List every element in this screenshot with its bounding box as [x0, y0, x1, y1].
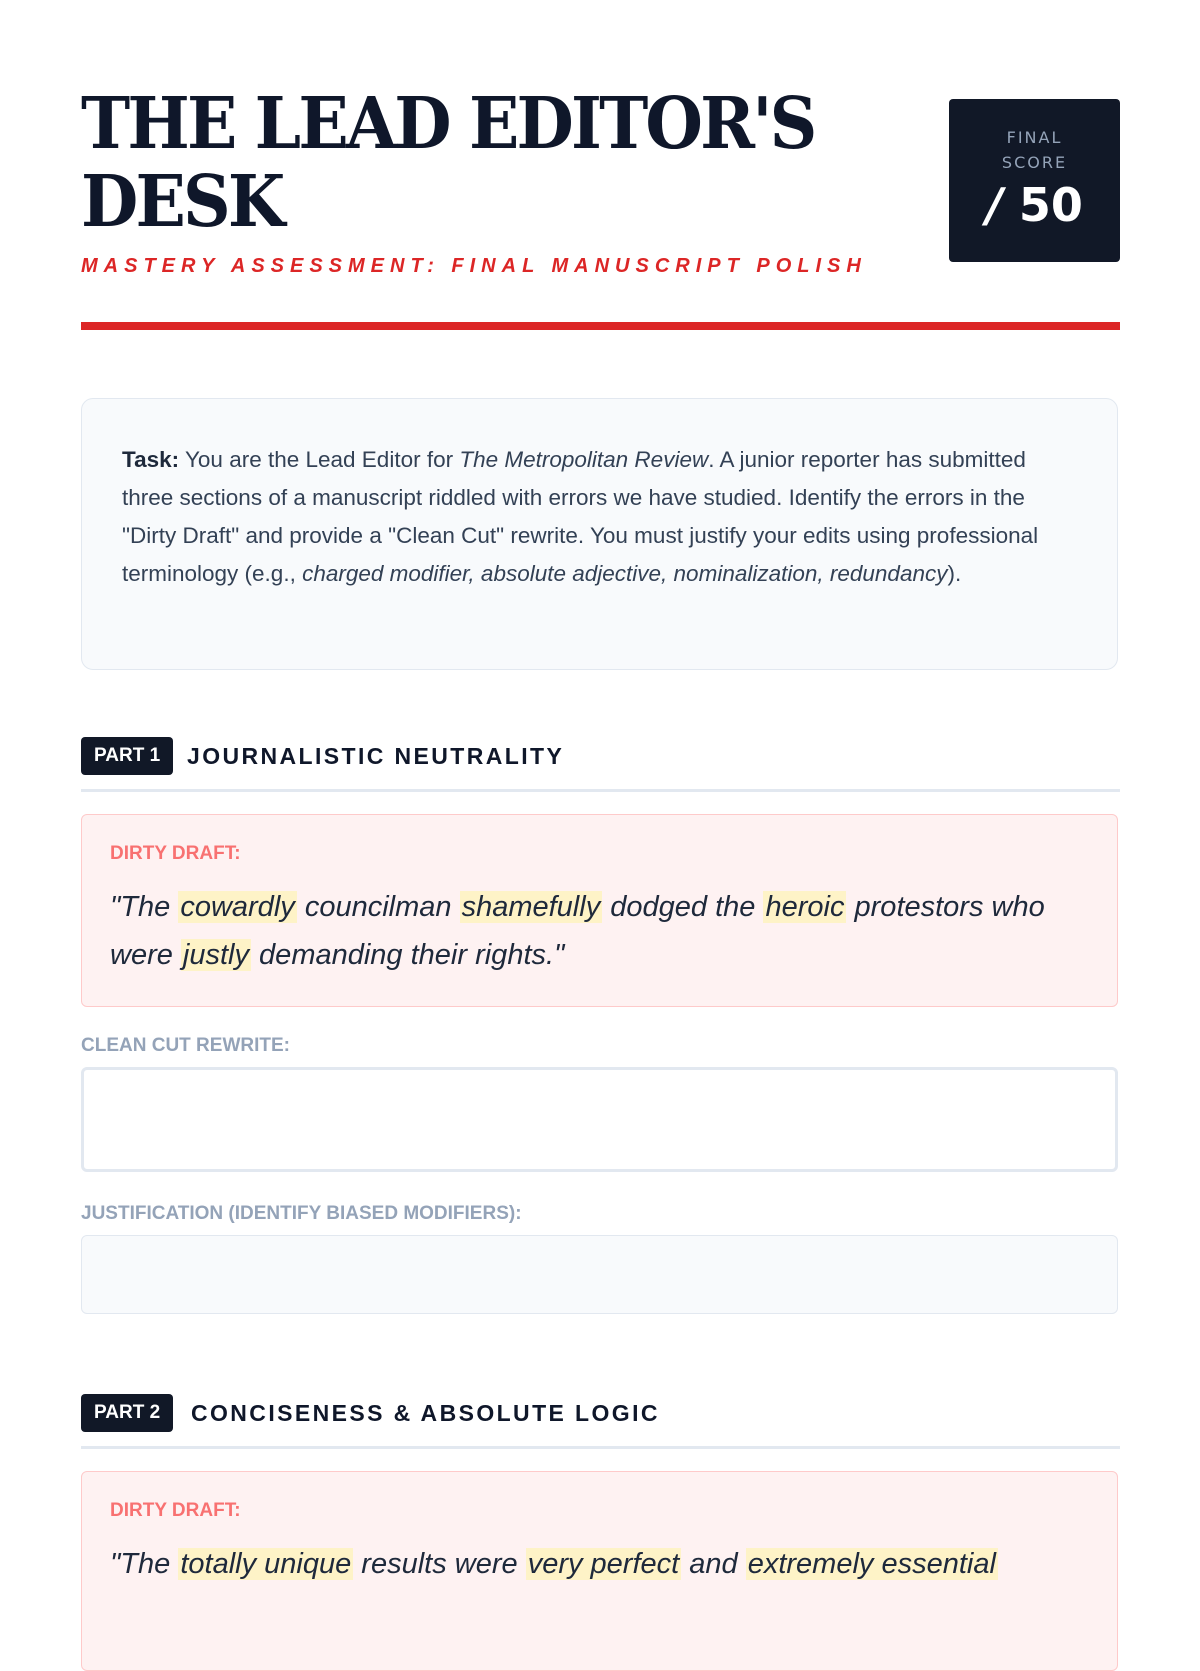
task-text-3: ). [947, 561, 962, 586]
highlighted-word: extremely essential [747, 1548, 996, 1580]
part-2-title: CONCISENESS & ABSOLUTE LOGIC [191, 1400, 660, 1426]
highlighted-word: shamefully [461, 891, 601, 923]
part-1-title: JOURNALISTIC NEUTRALITY [187, 743, 565, 769]
part-1-dirty-draft [81, 814, 1118, 1007]
assessment-page [81, 0, 1120, 1580]
draft-text-segment: results were [353, 1548, 526, 1580]
final-score-value [949, 179, 1120, 231]
highlighted-word: cowardly [180, 891, 295, 923]
task-publication: The Metropolitan Review [459, 447, 709, 472]
part-1-rewrite-label: CLEAN CUT REWRITE: [81, 1035, 290, 1056]
part-1-dirty-label: DIRTY DRAFT: [110, 843, 241, 864]
part-1-justification-field[interactable] [81, 1235, 1118, 1314]
page-subtitle: MASTERY ASSESSMENT: FINAL MANUSCRIPT POLISH [81, 255, 867, 277]
page-title: THE LEAD EDITOR'S DESK [81, 81, 815, 243]
task-instructions [81, 398, 1118, 670]
task-terms: charged modifier, absolute adjective, nominalization, redundancy [302, 561, 948, 586]
part-1-dirty-text [110, 883, 1089, 979]
draft-text-segment: councilman [296, 891, 460, 923]
draft-text-segment: and [681, 1548, 746, 1580]
draft-text-segment: demanding their rights." [251, 939, 565, 971]
task-text-2: . A junior reporter has submitted three sections of a manuscript riddled with errors we have studied. Identify the errors in the "Dirty Draft" and provide a "Clean Cut" rewrite. You must justify your edits using professional terminology (e.g., [122, 447, 1039, 586]
draft-text-segment: "The [110, 891, 179, 923]
part-2-dirty-label: DIRTY DRAFT: [110, 1500, 241, 1521]
draft-text-segment: protestors who were [110, 891, 1045, 971]
header-divider [81, 322, 1120, 330]
header [81, 0, 1120, 330]
part-2-dirty-draft [81, 1471, 1118, 1671]
draft-text-segment: dodged the [602, 891, 764, 923]
part-1-header [81, 737, 1120, 792]
highlighted-word: justly [182, 939, 249, 971]
highlighted-word: heroic [765, 891, 845, 923]
task-text-1: You are the Lead Editor for [184, 447, 460, 472]
task-label: Task: [122, 447, 180, 472]
score-slash: / [986, 178, 1003, 232]
part-2-dirty-text [110, 1540, 1089, 1588]
part-2-header [81, 1394, 1120, 1449]
draft-text-segment: "The [110, 1548, 179, 1580]
highlighted-word: totally unique [180, 1548, 352, 1580]
part-1-badge: PART 1 [81, 737, 173, 775]
score-total: 50 [1018, 178, 1083, 232]
highlighted-word: very perfect [527, 1548, 680, 1580]
part-1-justification-label: JUSTIFICATION (IDENTIFY BIASED MODIFIERS): [81, 1203, 522, 1224]
final-score-box [949, 99, 1120, 262]
part-1-rewrite-field[interactable] [81, 1067, 1118, 1172]
final-score-label: FINAL SCORE [1001, 128, 1068, 172]
part-2-badge: PART 2 [81, 1394, 173, 1432]
